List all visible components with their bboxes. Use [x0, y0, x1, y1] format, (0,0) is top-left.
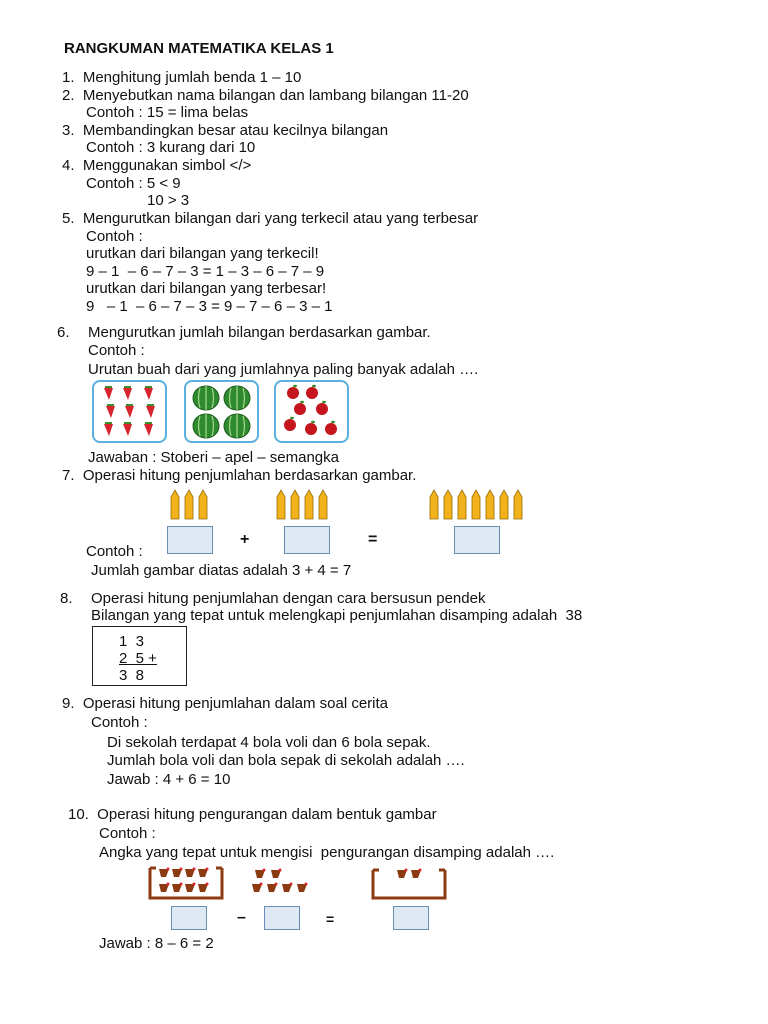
item-9-answer: Jawab : 4 + 6 = 10 — [107, 771, 231, 788]
pencils-group-3 — [167, 489, 215, 521]
item-4-example: Contoh : 5 < 9 — [86, 175, 181, 192]
answer-box-2[interactable] — [284, 526, 330, 554]
pencils-group-7 — [427, 489, 531, 521]
answer-box-taken[interactable] — [264, 906, 300, 930]
item-6: Mengurutkan jumlah bilangan berdasarkan gambar. — [88, 324, 431, 341]
hens-group-8 — [147, 865, 225, 901]
item-5: 5. Mengurutkan bilangan dari yang terkecil atau yang terbesar — [62, 210, 479, 227]
hens-group-6 — [250, 868, 310, 898]
equals-sign-10: = — [326, 911, 335, 927]
watermelon-box — [184, 380, 259, 443]
item-2: 2. Menyebutkan nama bilangan dan lambang bilangan 11-20 — [62, 87, 469, 104]
item-5-sequence-descending: 9 – 1 – 6 – 7 – 3 = 9 – 7 – 6 – 3 – 1 — [86, 298, 333, 315]
item-5-example-label: Contoh : — [86, 228, 143, 245]
item-7-answer: Jumlah gambar diatas adalah 3 + 4 = 7 — [91, 562, 352, 579]
item-2-example: Contoh : 15 = lima belas — [86, 104, 249, 121]
item-8-number: 8. — [60, 590, 73, 607]
item-3: 3. Membandingkan besar atau kecilnya bilangan — [62, 122, 389, 139]
item-6-number: 6. — [57, 324, 70, 341]
answer-box-total[interactable] — [171, 906, 207, 930]
item-6-example-label: Contoh : — [88, 342, 145, 359]
item-10-answer: Jawab : 8 – 6 = 2 — [99, 935, 214, 952]
item-10-question: Angka yang tepat untuk mengisi pengurangan disamping adalah …. — [99, 844, 555, 861]
item-6-answer: Jawaban : Stoberi – apel – semangka — [88, 449, 339, 466]
item-6-question: Urutan buah dari yang jumlahnya paling banyak adalah …. — [88, 361, 479, 378]
item-10-example-label: Contoh : — [99, 825, 156, 842]
item-9-story-2: Jumlah bola voli dan bola sepak di sekolah adalah …. — [107, 752, 465, 769]
minus-sign: – — [237, 909, 246, 926]
item-3-example: Contoh : 3 kurang dari 10 — [86, 139, 256, 156]
item-5-instruction-largest: urutkan dari bilangan yang terbesar! — [86, 280, 327, 297]
strawberry-box — [92, 380, 167, 443]
item-5-instruction-smallest: urutkan dari bilangan yang terkecil! — [86, 245, 319, 262]
apple-box — [274, 380, 349, 443]
plus-sign: + — [240, 531, 250, 548]
answer-box-remaining[interactable] — [393, 906, 429, 930]
equals-sign: = — [368, 531, 378, 548]
answer-box-1[interactable] — [167, 526, 213, 554]
page-title: RANGKUMAN MATEMATIKA KELAS 1 — [64, 40, 334, 57]
item-4-example-2: 10 > 3 — [147, 192, 190, 209]
item-9-example-label: Contoh : — [91, 714, 148, 731]
item-8-question: Bilangan yang tepat untuk melengkapi penjumlahan disamping adalah 38 — [91, 607, 583, 624]
hens-group-2 — [370, 867, 448, 901]
item-7-example-label: Contoh : — [86, 543, 143, 560]
addend-1: 1 3 — [119, 633, 145, 650]
watermelons-image — [186, 382, 257, 441]
item-7: 7. Operasi hitung penjumlahan berdasarkan gambar. — [62, 467, 417, 484]
item-4: 4. Menggunakan simbol </> — [62, 157, 252, 174]
item-8: Operasi hitung penjumlahan dengan cara bersusun pendek — [91, 590, 486, 607]
item-1: 1. Menghitung jumlah benda 1 – 10 — [62, 69, 302, 86]
item-10: 10. Operasi hitung pengurangan dalam bentuk gambar — [68, 806, 437, 823]
strawberries-image — [94, 382, 165, 441]
answer-box-3[interactable] — [454, 526, 500, 554]
item-9-story-1: Di sekolah terdapat 4 bola voli dan 6 bola sepak. — [107, 734, 431, 751]
item-5-sequence-ascending: 9 – 1 – 6 – 7 – 3 = 1 – 3 – 6 – 7 – 9 — [86, 263, 325, 280]
sum: 3 8 — [119, 667, 145, 684]
pencils-group-4 — [273, 489, 337, 521]
item-9: 9. Operasi hitung penjumlahan dalam soal cerita — [62, 695, 389, 712]
stacked-addition-box — [92, 626, 187, 686]
apples-image — [276, 382, 347, 441]
addend-2: 2 5 + — [119, 650, 157, 667]
